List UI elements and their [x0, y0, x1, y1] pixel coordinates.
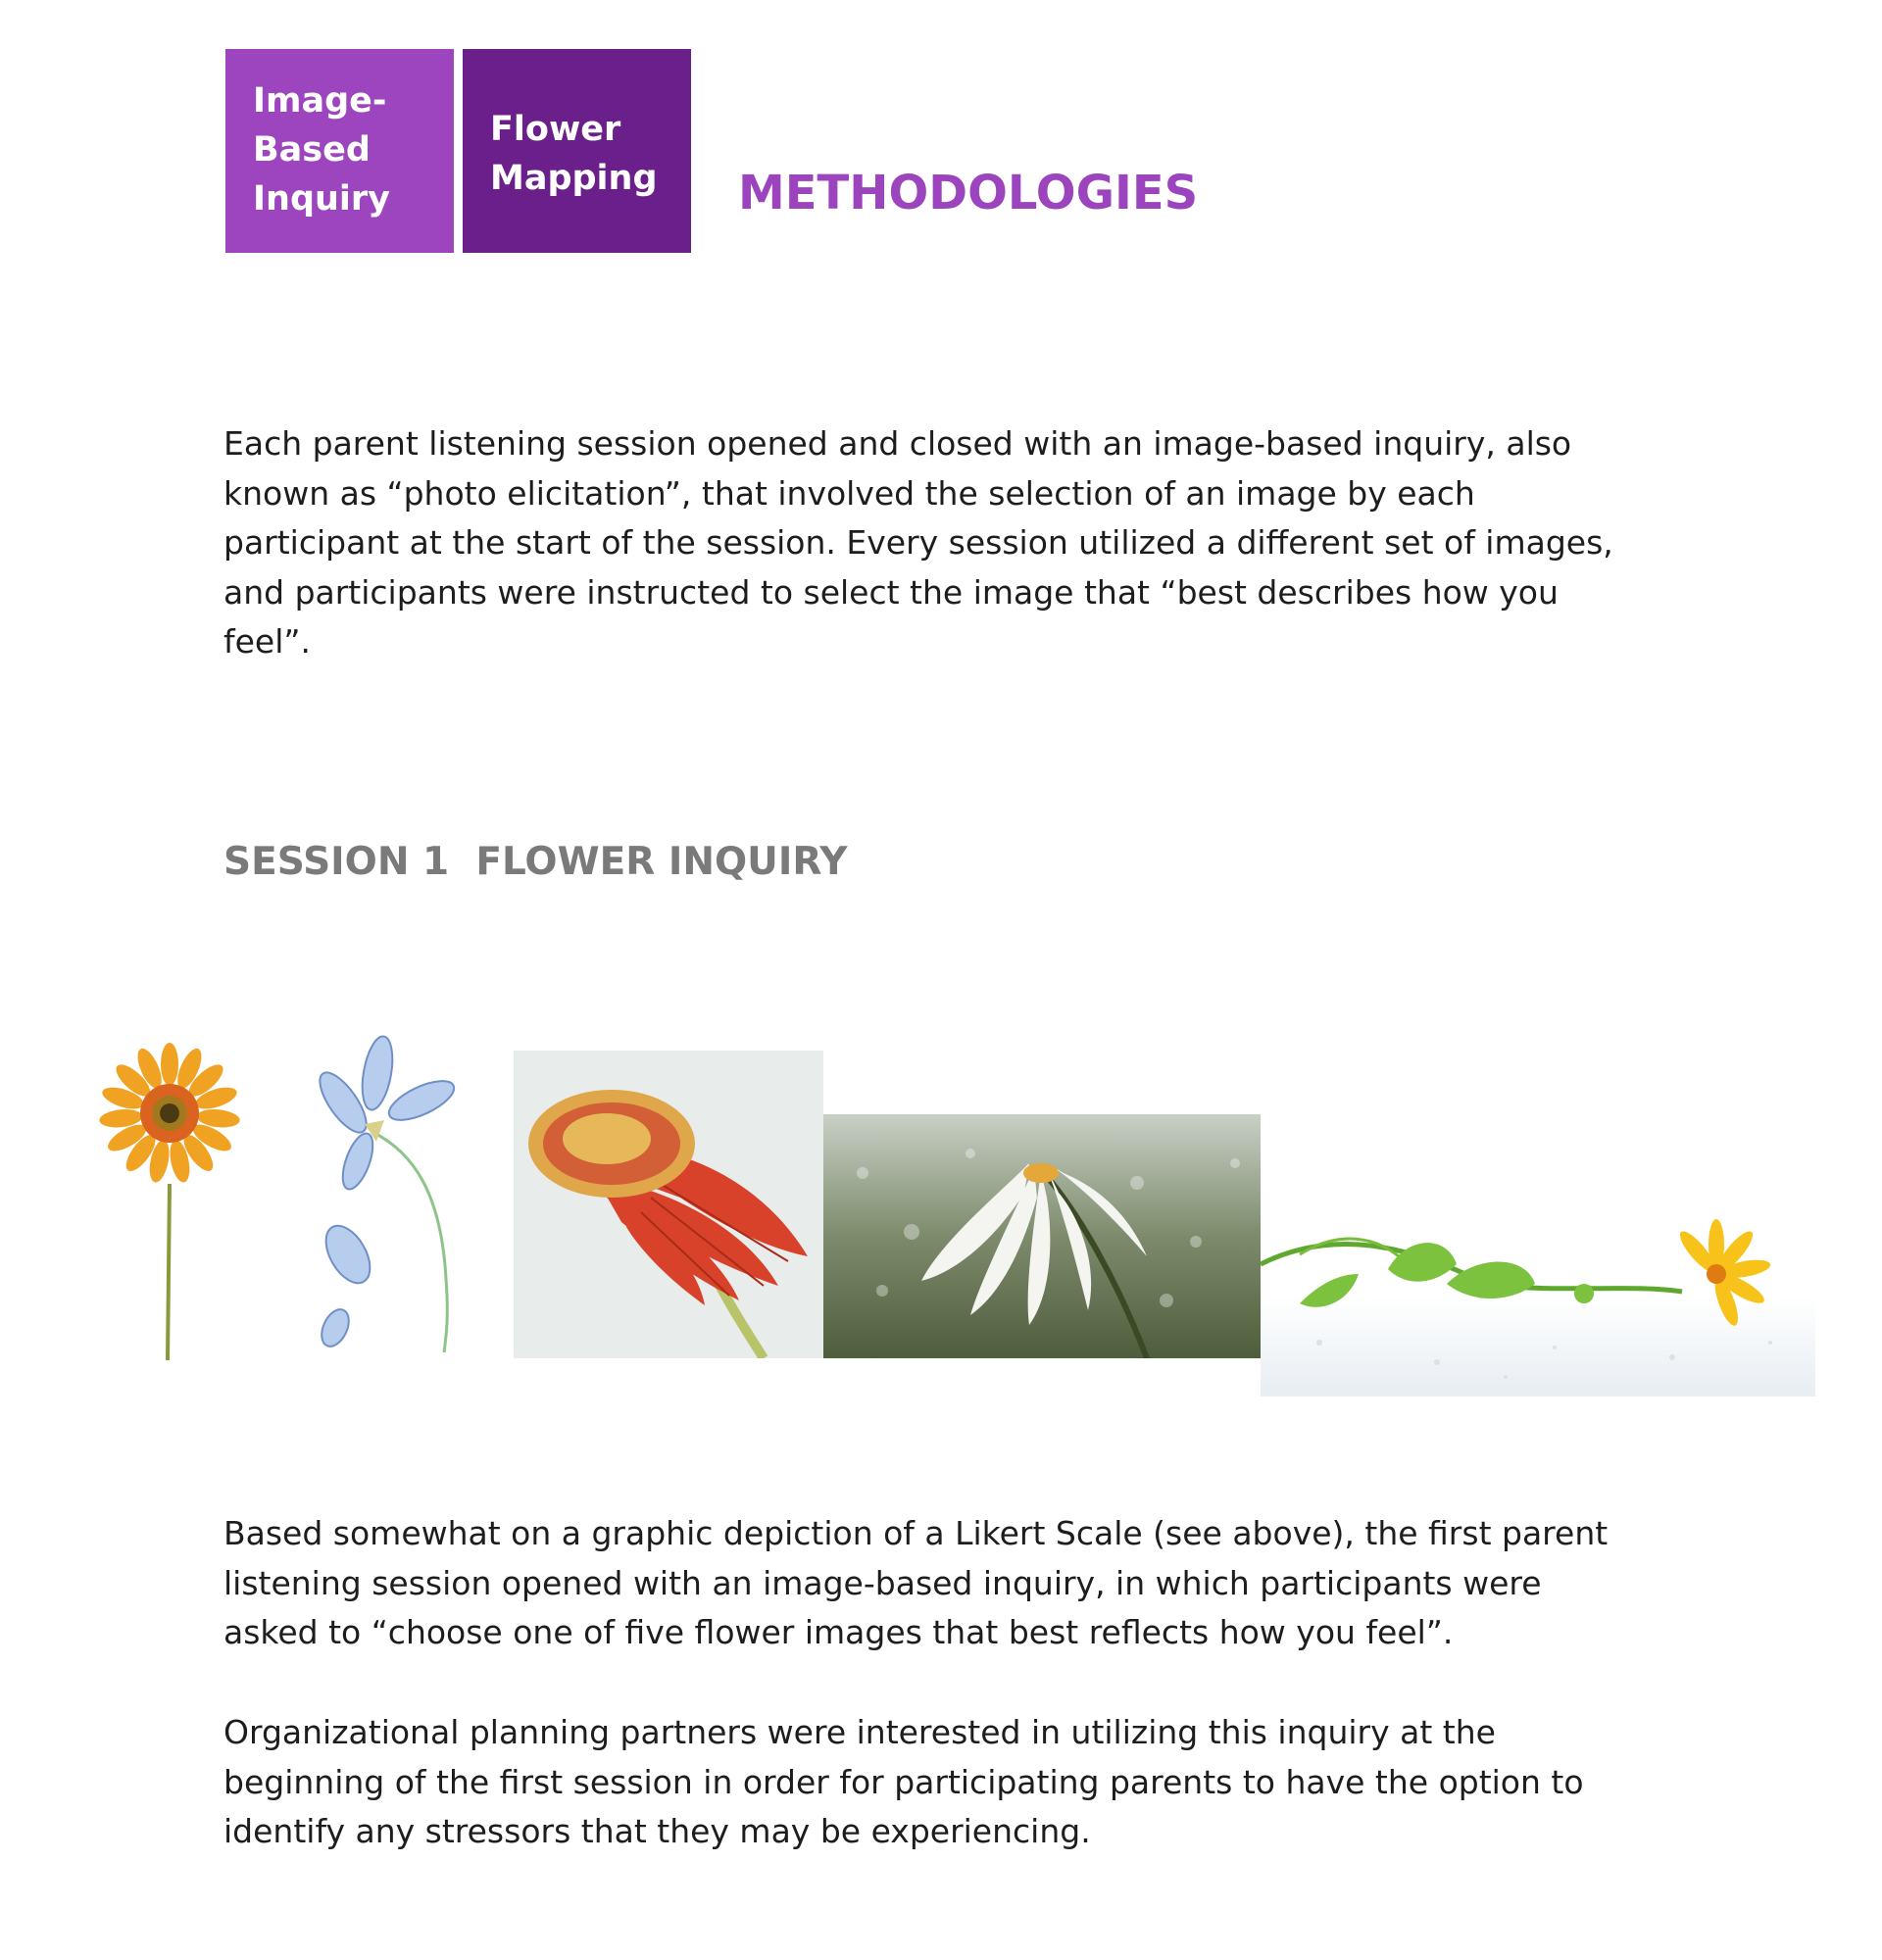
- upright-gerbera-image: [93, 1037, 255, 1360]
- tab-label-line: Inquiry: [253, 179, 390, 219]
- intro-paragraph: Each parent listening session opened and closed with an image-based inquiry, also known as “photo elicitation”, that involved the selection of an image by each participant at the start of the session. Every session utilized a different set of images, and participants were instructed to select the image that “best describes how you feel”.: [223, 424, 1613, 661]
- fallen-yellow-flower-image: [1261, 1176, 1815, 1396]
- session-heading: SESSION 1 FLOWER INQUIRY: [223, 840, 848, 884]
- page-title: METHODOLOGIES: [738, 166, 1199, 220]
- drooping-red-coneflower-image: [514, 1051, 823, 1358]
- rain-soaked-daisy-image: [823, 1114, 1261, 1358]
- tab-label-line: Mapping: [490, 159, 658, 198]
- tab-label-line: Image-: [253, 81, 387, 121]
- tab-image-based-inquiry[interactable]: [225, 49, 454, 253]
- partners-paragraph: Organizational planning partners were interested in utilizing this inquiry at the beginning of the first session in order for participating parents to have the option to identify any stressors that they may be experiencing.: [223, 1713, 1584, 1850]
- wilting-blue-flower-image: [304, 1034, 470, 1362]
- tab-label-line: Based: [253, 130, 371, 170]
- tab-flower-mapping[interactable]: [463, 49, 691, 253]
- likert-paragraph: Based somewhat on a graphic depiction of a Likert Scale (see above), the first parent listening session opened with an image-based inquiry, in which participants were asked to “choose one of five flower images that best reflects how you feel”.: [223, 1514, 1609, 1651]
- tab-label-line: Flower: [490, 110, 621, 149]
